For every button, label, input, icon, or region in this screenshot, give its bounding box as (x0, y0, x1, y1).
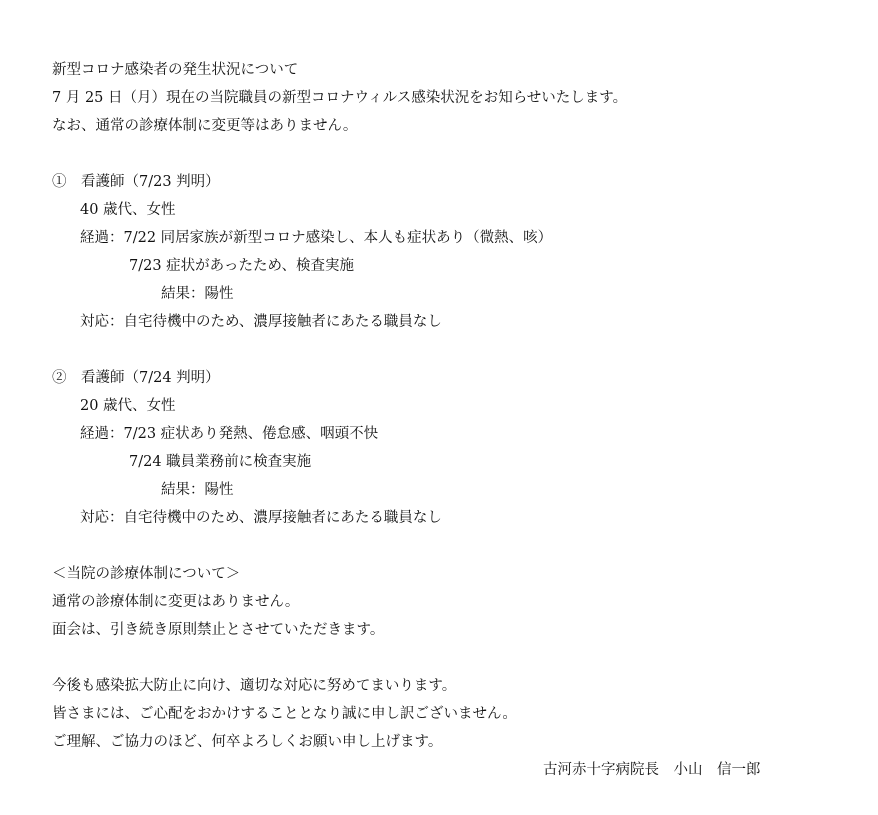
case-course: 経過：7/23 症状あり発熱、倦怠感、咽頭不快 (80, 426, 379, 442)
intro-paragraph-line: なお、通常の診療体制に変更等はありません。 (52, 118, 358, 134)
case-course-continued: 7/24 職員業務前に検査実施 (129, 454, 312, 470)
document-title: 新型コロナ感染者の発生状況について (52, 62, 299, 78)
intro-paragraph-line: 7 月 25 日（月）現在の当院職員の新型コロナウィルス感染状況をお知らせいたします。 (52, 90, 628, 106)
case-heading: ② 看護師（7/24 判明） (52, 370, 220, 386)
case-profile: 20 歳代、女性 (80, 398, 176, 414)
case-course-continued: 7/23 症状があったため、検査実施 (129, 258, 354, 274)
case-profile: 40 歳代、女性 (80, 202, 176, 218)
case-response: 対応：自宅待機中のため、濃厚接触者にあたる職員なし (80, 510, 442, 526)
care-system-line: 面会は、引き続き原則禁止とさせていただきます。 (52, 622, 385, 638)
case-heading: ① 看護師（7/23 判明） (52, 174, 220, 190)
closing-line: 今後も感染拡大防止に向け、適切な対応に努めてまいります。 (52, 678, 457, 694)
closing-line: ご理解、ご協力のほど、何卒よろしくお願い申し上げます。 (52, 734, 443, 750)
case-course: 経過：7/22 同居家族が新型コロナ感染し、本人も症状あり（微熱、咳） (80, 230, 553, 246)
closing-line: 皆さまには、ご心配をおかけすることとなり誠に申し訳ございません。 (52, 706, 517, 722)
case-result: 結果：陽性 (161, 286, 234, 302)
care-system-heading: ＜当院の診療体制について＞ (52, 566, 241, 582)
case-result: 結果：陽性 (161, 482, 234, 498)
case-response: 対応：自宅待機中のため、濃厚接触者にあたる職員なし (80, 314, 442, 330)
signature: 古河赤十字病院長 小山 信一郎 (543, 762, 761, 778)
care-system-line: 通常の診療体制に変更はありません。 (52, 594, 300, 610)
